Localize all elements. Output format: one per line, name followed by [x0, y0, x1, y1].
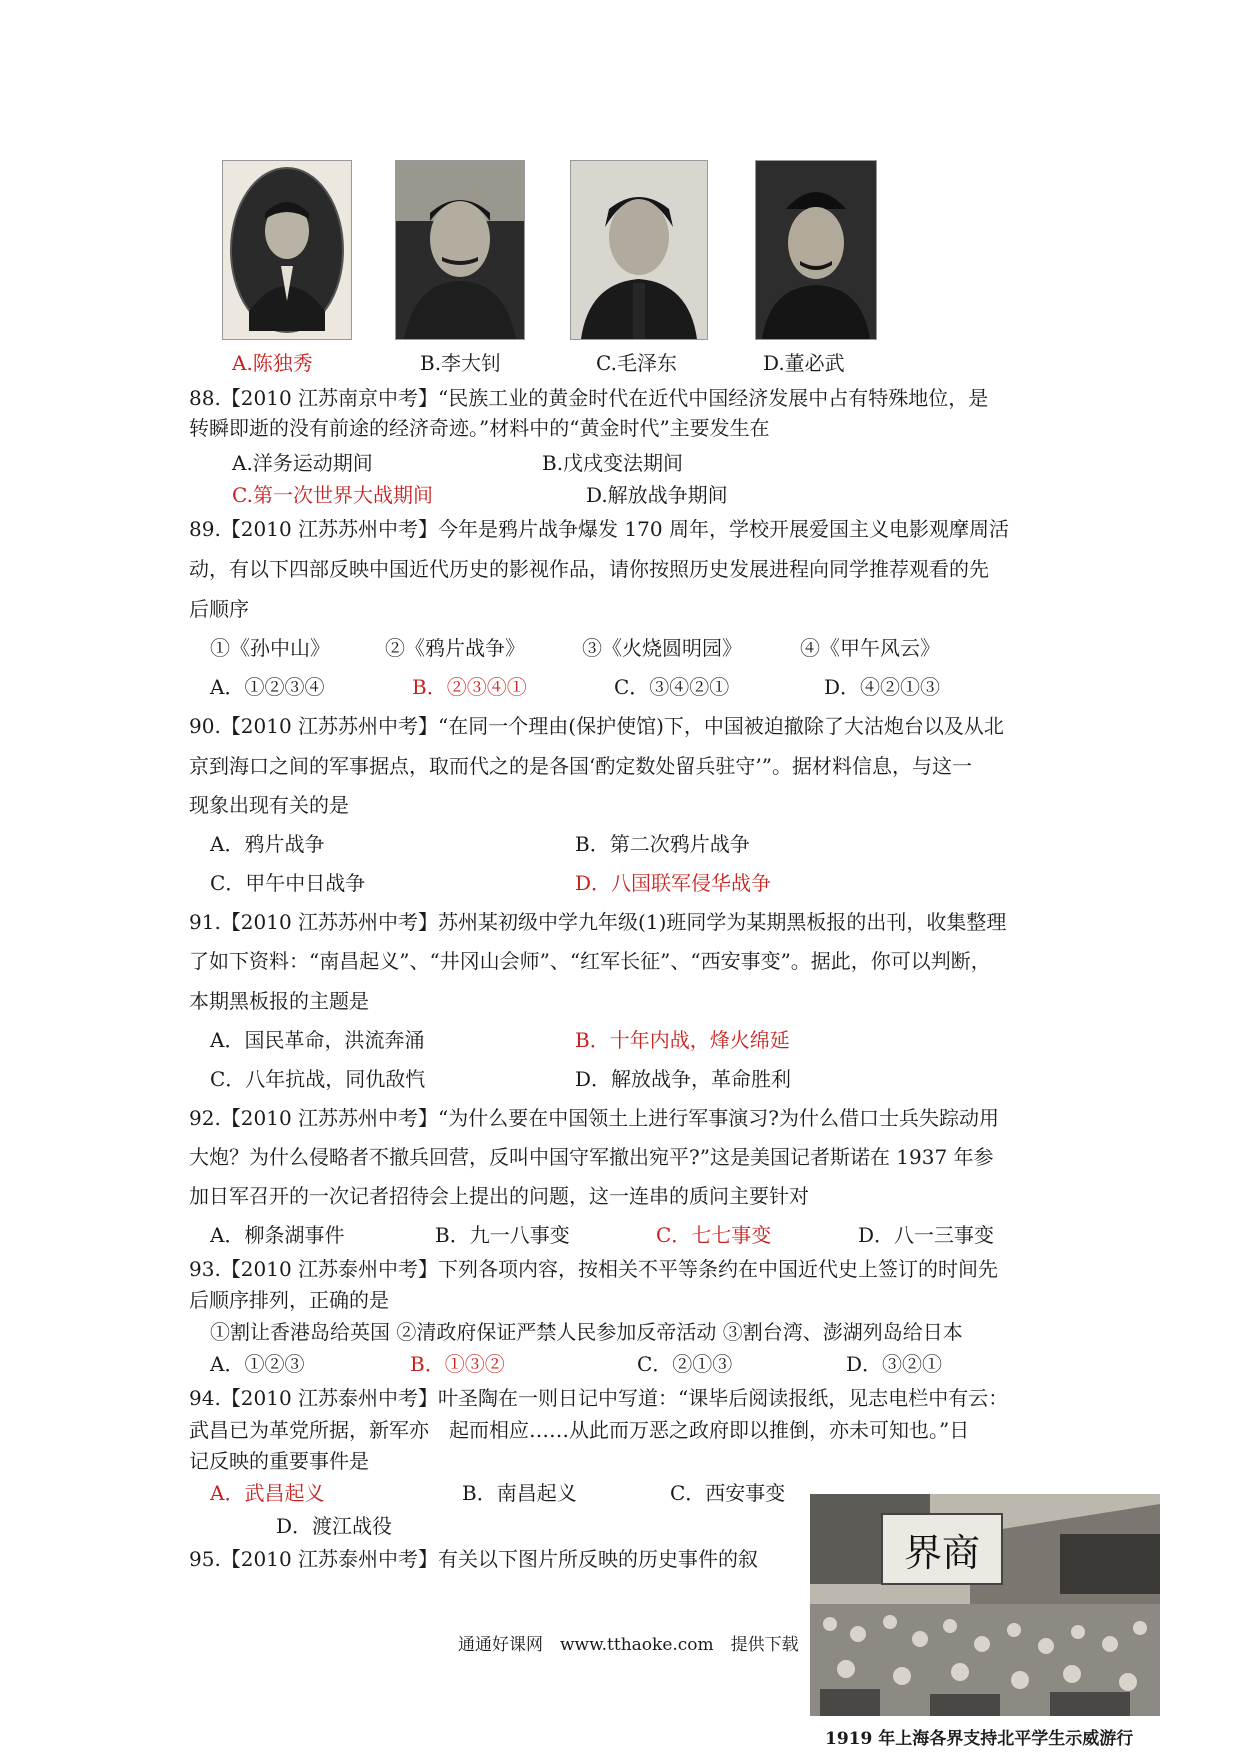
q87-option-a[interactable]: A.陈独秀	[232, 351, 313, 375]
q93-option-b[interactable]: B．①③②	[410, 1352, 505, 1376]
q90-option-a[interactable]: A．鸦片战争	[210, 832, 325, 856]
portrait-chen-duxiu	[222, 160, 352, 340]
q90-stem-line3: 现象出现有关的是	[189, 793, 349, 817]
q87-option-b[interactable]: B.李大钊	[420, 351, 502, 375]
q93-items: ①割让香港岛给英国 ②清政府保证严禁人民参加反帝活动 ③割台湾、澎湖列岛给日本	[210, 1320, 963, 1344]
q90-option-d[interactable]: D．八国联军侵华战争	[575, 871, 772, 895]
q94-option-c[interactable]: C．西安事变	[670, 1481, 786, 1505]
historical-photo-image	[810, 1494, 1160, 1716]
q89-item-3: ③《火烧圆明园》	[582, 636, 742, 660]
q89-item-2: ②《鸦片战争》	[385, 636, 525, 660]
q91-option-a[interactable]: A．国民革命，洪流奔涌	[210, 1028, 425, 1052]
portrait-chen-duxiu-image	[223, 161, 351, 339]
q88-stem-line2: 转瞬即逝的没有前途的经济奇迹。”材料中的“黄金时代”主要发生在	[189, 416, 770, 440]
q92-stem-line3: 加日军召开的一次记者招待会上提出的问题，这一连串的质问主要针对	[189, 1184, 809, 1208]
portrait-mao-zedong-image	[571, 161, 707, 339]
q93-option-d[interactable]: D．③②①	[846, 1352, 943, 1376]
q89-item-4: ④《甲午风云》	[800, 636, 940, 660]
q89-stem-line1: 89.【2010 江苏苏州中考】今年是鸦片战争爆发 170 周年，学校开展爱国主义电影观摩周活	[189, 517, 1009, 541]
q89-option-a[interactable]: A．①②③④	[210, 675, 325, 699]
q94-stem-line3: 记反映的重要事件是	[189, 1449, 369, 1473]
q89-item-1: ①《孙中山》	[210, 636, 330, 660]
q93-option-c[interactable]: C．②①③	[637, 1352, 733, 1376]
q88-option-a[interactable]: A.洋务运动期间	[232, 451, 373, 475]
q88-option-c[interactable]: C.第一次世界大战期间	[232, 483, 433, 507]
q91-option-d[interactable]: D．解放战争，革命胜利	[575, 1067, 792, 1091]
q92-option-d[interactable]: D．八一三事变	[858, 1223, 995, 1247]
q94-option-b[interactable]: B．南昌起义	[462, 1481, 577, 1505]
historical-photo	[810, 1494, 1160, 1716]
historical-photo-caption: 1919 年上海各界支持北平学生示威游行	[825, 1729, 1134, 1749]
portrait-mao-zedong	[570, 160, 708, 340]
q92-stem-line1: 92.【2010 江苏苏州中考】“为什么要在中国领土上进行军事演习?为什么借口士兵失踪动用	[189, 1106, 1000, 1130]
q91-stem-line3: 本期黑板报的主题是	[189, 989, 369, 1013]
q94-stem-line2: 武昌已为革党所据，新军亦 起而相应……从此而万恶之政府即以推倒，亦未可知也。”日	[189, 1418, 970, 1442]
q91-stem-line1: 91.【2010 江苏苏州中考】苏州某初级中学九年级(1)班同学为某期黑板报的出刊，收集整理	[189, 910, 1007, 934]
portrait-li-dazhao	[395, 160, 525, 340]
q89-option-b[interactable]: B．②③④①	[412, 675, 527, 699]
q93-stem-line1: 93.【2010 江苏泰州中考】下列各项内容，按相关不平等条约在中国近代史上签订的时间先	[189, 1257, 999, 1281]
q94-stem-line1: 94.【2010 江苏泰州中考】叶圣陶在一则日记中写道：“课毕后阅读报纸，见志电栏中有云：	[189, 1386, 1009, 1410]
q94-option-d[interactable]: D．渡江战役	[276, 1514, 393, 1538]
q90-stem-line2: 京到海口之间的军事据点，取而代之的是各国‘酌定数处留兵驻守’”。据材料信息，与这一	[189, 754, 972, 778]
q89-stem-line2: 动，有以下四部反映中国近代历史的影视作品，请你按照历史发展进程向同学推荐观看的先	[189, 557, 989, 581]
q92-stem-line2: 大炮？为什么侵略者不撤兵回营，反叫中国守军撤出宛平?”这是美国记者斯诺在 1937 年参	[189, 1145, 994, 1169]
q94-option-a[interactable]: A．武昌起义	[210, 1481, 325, 1505]
q92-option-b[interactable]: B．九一八事变	[435, 1223, 570, 1247]
footer-credit: 通通好课网 www.tthaoke.com 提供下载	[458, 1635, 799, 1655]
q88-option-b[interactable]: B.戊戌变法期间	[542, 451, 684, 475]
portrait-li-dazhao-image	[396, 161, 524, 339]
q91-option-c[interactable]: C．八年抗战，同仇敌忾	[210, 1067, 426, 1091]
q90-option-c[interactable]: C．甲午中日战争	[210, 871, 366, 895]
q89-option-c[interactable]: C．③④②①	[614, 675, 730, 699]
q95-stem-line1: 95.【2010 江苏泰州中考】有关以下图片所反映的历史事件的叙	[189, 1547, 759, 1571]
q87-option-d[interactable]: D.董必武	[763, 351, 845, 375]
q90-stem-line1: 90.【2010 江苏苏州中考】“在同一个理由(保护使馆)下，中国被迫撤除了大沽炮台以及从北	[189, 714, 1004, 738]
shop-sign-text: 界商	[903, 1531, 981, 1575]
q88-stem-line1: 88.【2010 江苏南京中考】“民族工业的黄金时代在近代中国经济发展中占有特殊地位，是	[189, 386, 989, 410]
q93-stem-line2: 后顺序排列，正确的是	[189, 1288, 389, 1312]
portrait-dong-biwu-image	[756, 161, 876, 339]
q93-option-a[interactable]: A．①②③	[210, 1352, 305, 1376]
q88-option-d[interactable]: D.解放战争期间	[586, 483, 728, 507]
q92-option-c[interactable]: C．七七事变	[656, 1223, 772, 1247]
q89-option-d[interactable]: D．④②①③	[824, 675, 941, 699]
q89-stem-line3: 后顺序	[189, 597, 249, 621]
q91-option-b[interactable]: B．十年内战，烽火绵延	[575, 1028, 790, 1052]
q87-option-c[interactable]: C.毛泽东	[596, 351, 677, 375]
q90-option-b[interactable]: B．第二次鸦片战争	[575, 832, 750, 856]
q92-option-a[interactable]: A．柳条湖事件	[210, 1223, 345, 1247]
q91-stem-line2: 了如下资料：“南昌起义”、“井冈山会师”、“红军长征”、“西安事变”。据此，你可以判断，	[189, 949, 991, 973]
portrait-dong-biwu	[755, 160, 877, 340]
